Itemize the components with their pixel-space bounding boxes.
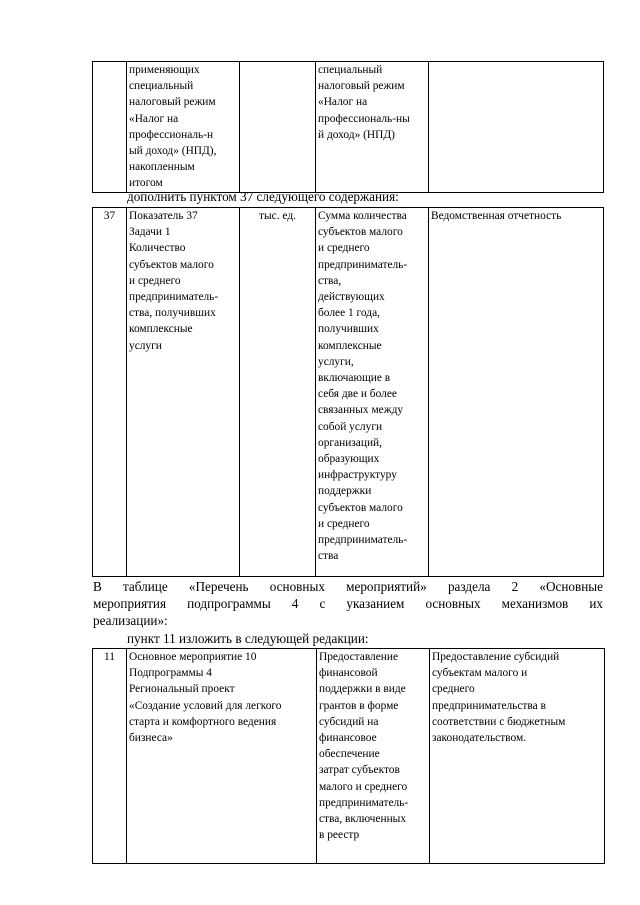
paragraph: дополнить пунктом 37 следующего содержания: [127, 189, 399, 204]
paragraph: реализации»: [93, 613, 168, 628]
paragraph: пункт 11 изложить в следующей редакции: [127, 631, 369, 646]
measure-name: Основное мероприятие 10 Подпрограммы 4 Региональный проект «Создание условий для легкого старта и комфортного ведения бизнеса» [127, 649, 317, 864]
calculation-method: Сумма количества субъектов малого и среднего предприниматель- ства, действующих более 1 года, получивших комплексные услуги, включающие в себя две и более связанных между собой услуги организаций, образующих инфраструктуру поддержки субъектов малого и среднего предприниматель- ства [316, 208, 429, 577]
data-source: Ведомственная отчетность [429, 208, 604, 577]
table-row [93, 62, 604, 193]
paragraph: В таблице «Перечень основных мероприятий» раздела 2 «Основные [93, 579, 603, 594]
table-cell [429, 62, 604, 193]
indicator-name: Показатель 37 Задачи 1 Количество субъектов малого и среднего предприниматель- ства, получивших комплексные услуги [127, 208, 240, 577]
table-item-37 [92, 207, 604, 577]
table-cell [93, 62, 127, 193]
table-row [93, 649, 605, 864]
paragraph: мероприятия подпрограммы 4 с указанием основных механизмов их [93, 596, 603, 611]
table-row [93, 208, 604, 577]
table-cell [240, 62, 316, 193]
row-number: 11 [93, 649, 127, 864]
implementation-mechanism: Предоставление субсидий субъектам малого и среднего предпринимательства в соответствии с бюджетным законодательством. [430, 649, 605, 864]
table-cell: специальный налоговый режим «Налог на профессиональ-ны й доход» (НПД) [316, 62, 429, 193]
table-cell: применяющих специальный налоговый режим «Налог на профессиональ-н ый доход» (НПД), накопленным итогом [127, 62, 240, 193]
measure-description: Предоставление финансовой поддержки в виде грантов в форме субсидий на финансовое обеспечение затрат субъектов малого и среднего предприниматель- ства, включенных в реестр [317, 649, 430, 864]
row-number: 37 [93, 208, 127, 577]
unit-of-measure: тыс. ед. [240, 208, 316, 577]
table-item-11 [92, 648, 605, 864]
table-continuation [92, 61, 604, 193]
